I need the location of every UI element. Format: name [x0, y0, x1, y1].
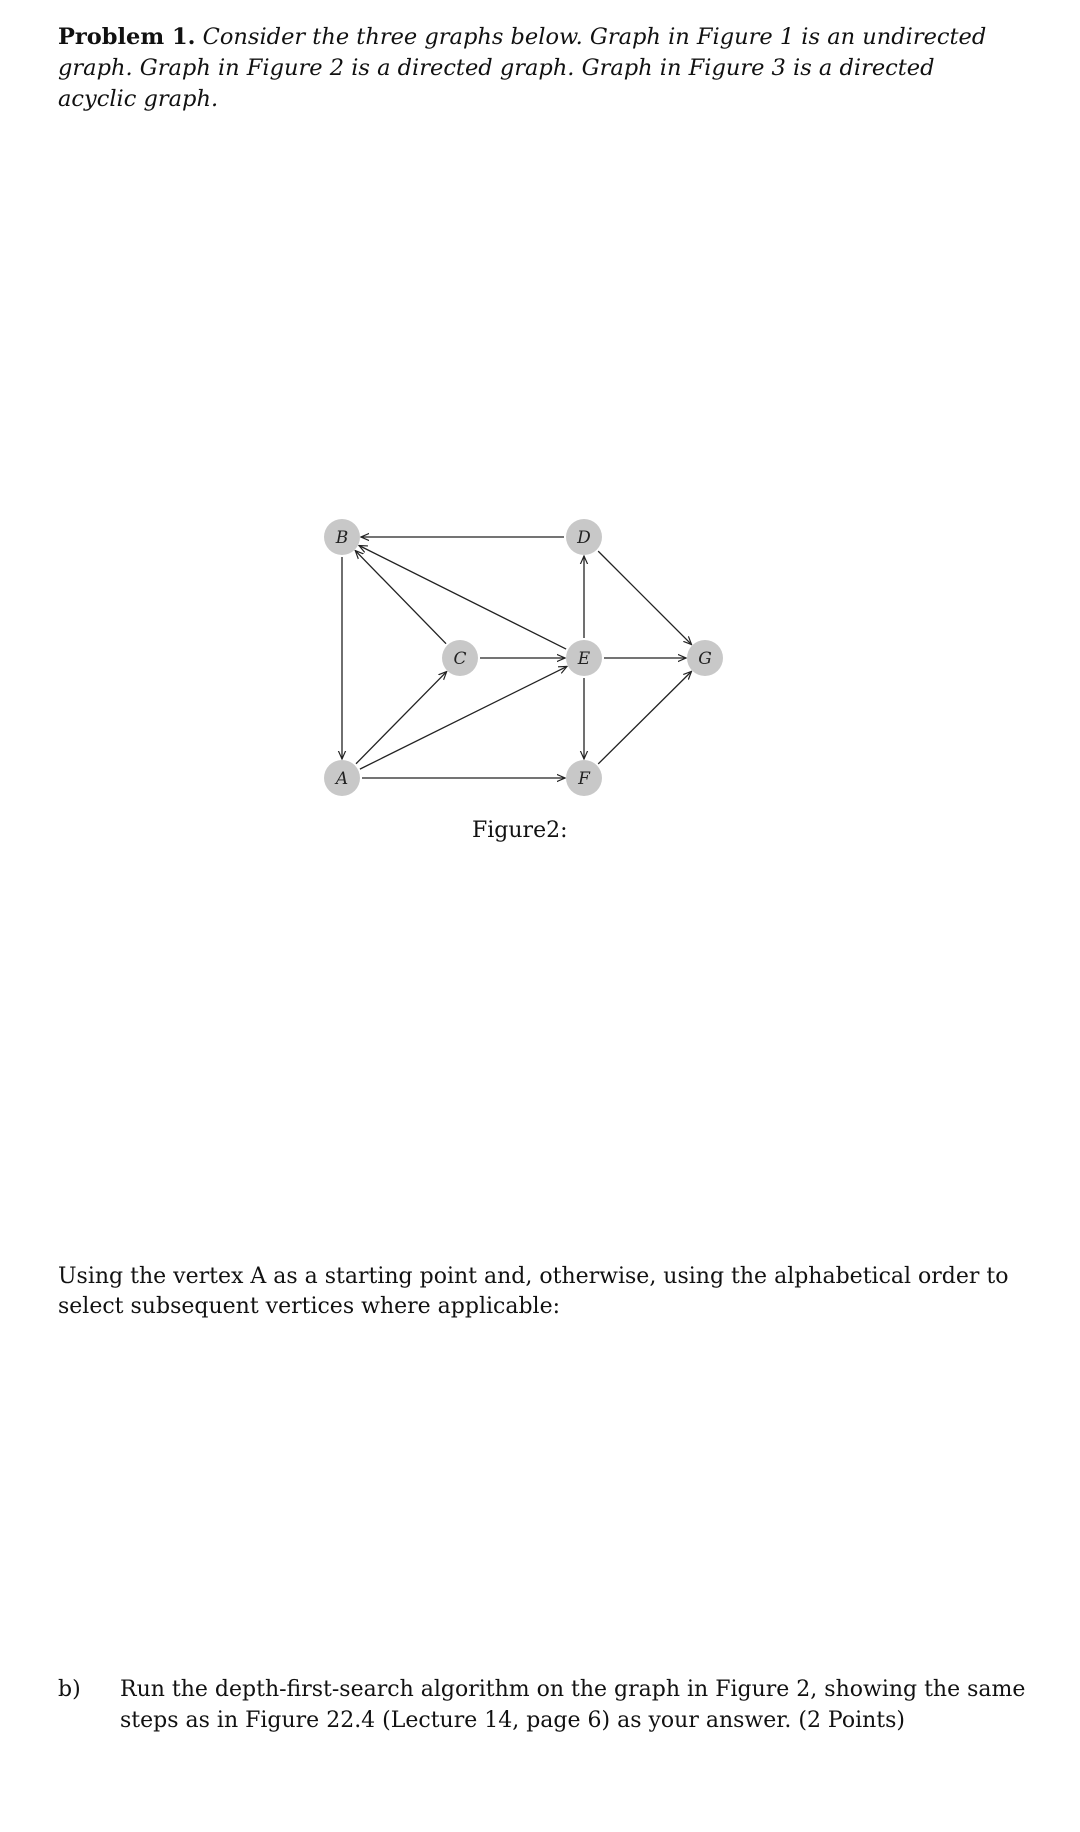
edge-a-to-c: [356, 672, 447, 764]
node-label: F: [578, 769, 590, 789]
node-label: C: [453, 649, 467, 669]
node-label: A: [335, 769, 349, 789]
question-b: [58, 1674, 1038, 1736]
node-f: [566, 760, 602, 796]
edge-d-to-g: [598, 551, 691, 644]
instruction-text: Using the vertex A as a starting point and, otherwise, using the alphabetical order to select subsequent vertices where applicable:: [58, 1264, 1009, 1319]
node-label: D: [577, 528, 591, 548]
problem-label: Problem 1.: [58, 24, 196, 50]
edge-a-to-e: [360, 666, 567, 769]
directed-graph-figure: [300, 500, 760, 810]
problem-statement: [58, 22, 1018, 115]
node-label: B: [335, 528, 349, 548]
node-e: [566, 640, 602, 676]
edges-layer: [342, 537, 692, 778]
edge-e-to-b: [359, 545, 566, 649]
problem-text: Consider the three graphs below. Graph in Figure 1 is an undirected graph. Graph in Figure 2 is a directed graph. Graph in Figure 3 is a directed acyclic graph.: [58, 24, 987, 112]
graph-canvas: [300, 500, 760, 810]
node-g: [687, 640, 723, 676]
figure-caption: Figure2:: [472, 818, 568, 843]
edge-c-to-b: [355, 551, 446, 644]
node-label: G: [698, 649, 712, 669]
node-c: [442, 640, 478, 676]
edge-f-to-g: [598, 671, 691, 764]
question-label: b): [58, 1677, 81, 1702]
question-text: Run the depth-first-search algorithm on the graph in Figure 2, showing the same steps as in Figure 22.4 (Lecture 14, page 6) as your answer. (2 Points): [120, 1677, 1026, 1733]
node-b: [324, 519, 360, 555]
node-label: E: [577, 649, 591, 669]
node-d: [566, 519, 602, 555]
node-a: [324, 760, 360, 796]
